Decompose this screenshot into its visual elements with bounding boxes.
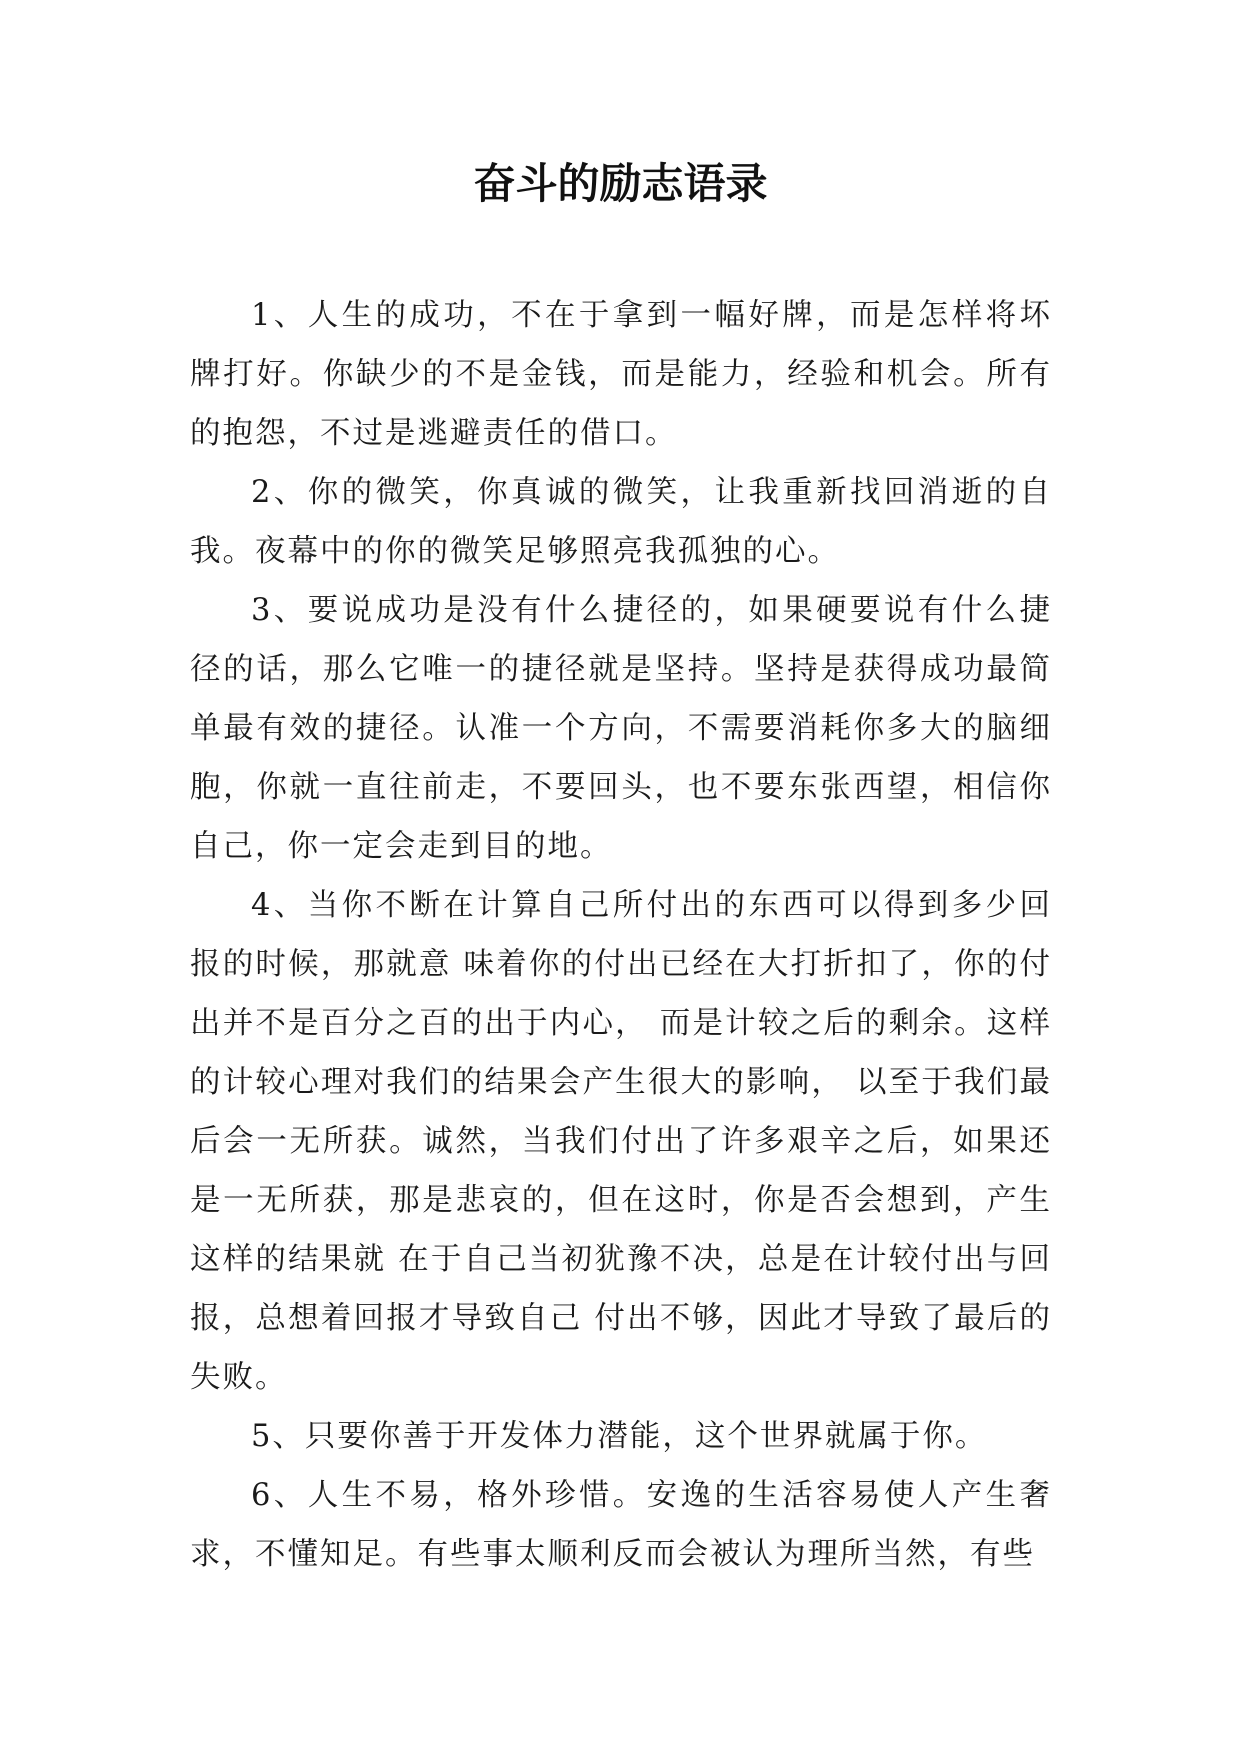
paragraph-2: 2、你的微笑，你真诚的微笑，让我重新找回消逝的自我。夜幕中的你的微笑足够照亮我孤独的心。 [190, 475, 1052, 569]
document-body [190, 286, 1052, 1584]
paragraph-6: 6、人生不易，格外珍惜。安逸的生活容易使人产生奢求，不懂知足。有些事太顺利反而会被认为理所当然，有些 [190, 1478, 1052, 1572]
document-title: 奋斗的励志语录 [473, 159, 768, 208]
paragraph-5: 5、只要你善于开发体力潜能，这个世界就属于你。 [251, 1419, 988, 1454]
paragraph-4: 4、当你不断在计算自己所付出的东西可以得到多少回报的时候，那就意 味着你的付出已经在大打折扣了，你的付出并不是百分之百的出于内心， 而是计较之后的剩余。这样的计较心理对我们的结果会产生很大的影响， 以至于我们最后会一无所获。诚然，当我们付出了许多艰辛之后，如果还 是一无所获，那是悲哀的，但在这时，你是否会想到，产生这样的结果就 在于自己当初犹豫不决，总是在计较付出与回报，总想着回报才导致自己 付出不够，因此才导致了最后的失败。 [190, 888, 1052, 1395]
paragraph-1: 1、人生的成功，不在于拿到一幅好牌，而是怎样将坏牌打好。你缺少的不是金钱，而是能力，经验和机会。所有的抱怨，不过是逃避责任的借口。 [190, 298, 1052, 451]
paragraph-3: 3、要说成功是没有什么捷径的，如果硬要说有什么捷径的话，那么它唯一的捷径就是坚持。坚持是获得成功最简单最有效的捷径。认准一个方向，不需要消耗你多大的脑细胞，你就一直往前走，不要回头，也不要东张西望，相信你自己，你一定会走到目的地。 [190, 593, 1052, 864]
